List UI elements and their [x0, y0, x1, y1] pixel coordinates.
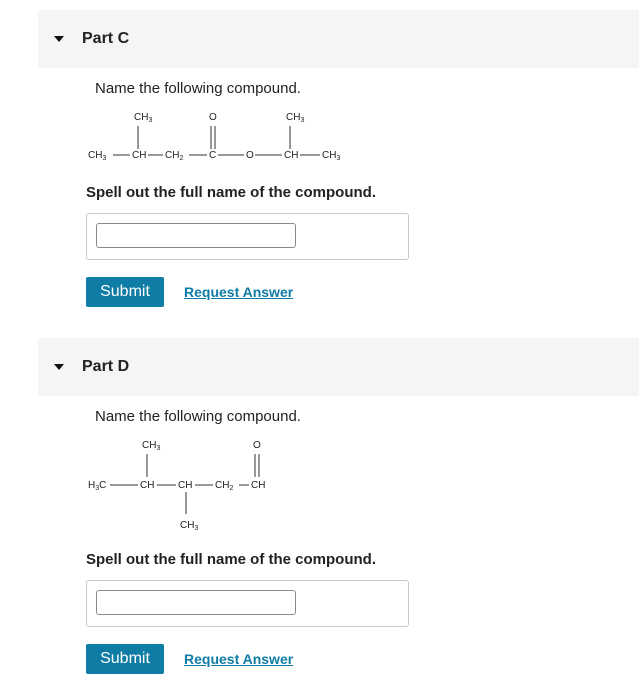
part-c-title: Part C — [82, 30, 130, 47]
part-c-answer-container — [86, 213, 409, 260]
part-c-chain-ester-o: O — [246, 150, 254, 161]
part-d-bottom-ch3: $CH_3$ — [180, 520, 199, 532]
part-c-prompt: Name the following compound. — [95, 80, 301, 97]
part-d-header[interactable] — [38, 338, 639, 396]
part-c-instruction: Spell out the full name of the compound. — [86, 184, 376, 201]
part-d-chain-ch2: $CH_2$ — [215, 480, 234, 492]
caret-down-icon[interactable] — [54, 364, 64, 370]
part-d-answer-container — [86, 580, 409, 627]
part-c-request-answer-link[interactable]: Request Answer — [184, 284, 294, 300]
part-c-chain-ch-right: CH — [284, 150, 299, 161]
part-c-chain-ch: CH — [132, 150, 147, 161]
part-d-chain-cho: CH — [251, 480, 266, 491]
part-d-top-ch3: $CH_3$ — [142, 440, 161, 452]
part-d-request-answer-link[interactable]: Request Answer — [184, 651, 294, 667]
part-c-structure — [86, 108, 366, 168]
part-d-chain-ch-b: CH — [178, 480, 193, 491]
part-d-carbonyl-o: O — [253, 440, 261, 451]
part-c-submit-button[interactable]: Submit — [86, 277, 164, 307]
part-c-chain-carbonyl-c: C — [209, 150, 217, 161]
part-d-chain-ch-a: CH — [140, 480, 155, 491]
part-c-top-right-ch3: $CH_3$ — [286, 112, 305, 124]
part-c-header[interactable] — [38, 10, 639, 68]
part-d-answer-input[interactable] — [96, 590, 296, 615]
part-c-chain-ch3: $CH_3$ — [88, 150, 107, 162]
part-c-chain-ch2: $CH_2$ — [165, 150, 184, 162]
part-d-structure — [86, 436, 306, 536]
part-d-instruction: Spell out the full name of the compound. — [86, 551, 376, 568]
part-d-chain-h3c: $H_3C$ — [88, 480, 107, 492]
part-d-submit-button[interactable]: Submit — [86, 644, 164, 674]
part-d-title: Part D — [82, 358, 130, 375]
part-c-top-left-ch3: $CH_3$ — [134, 112, 153, 124]
part-d-prompt: Name the following compound. — [95, 408, 301, 425]
caret-down-icon[interactable] — [54, 36, 64, 42]
part-c-answer-input[interactable] — [96, 223, 296, 248]
part-c-chain-ch3-right: $CH_3$ — [322, 150, 341, 162]
part-c-carbonyl-o: O — [209, 112, 217, 123]
